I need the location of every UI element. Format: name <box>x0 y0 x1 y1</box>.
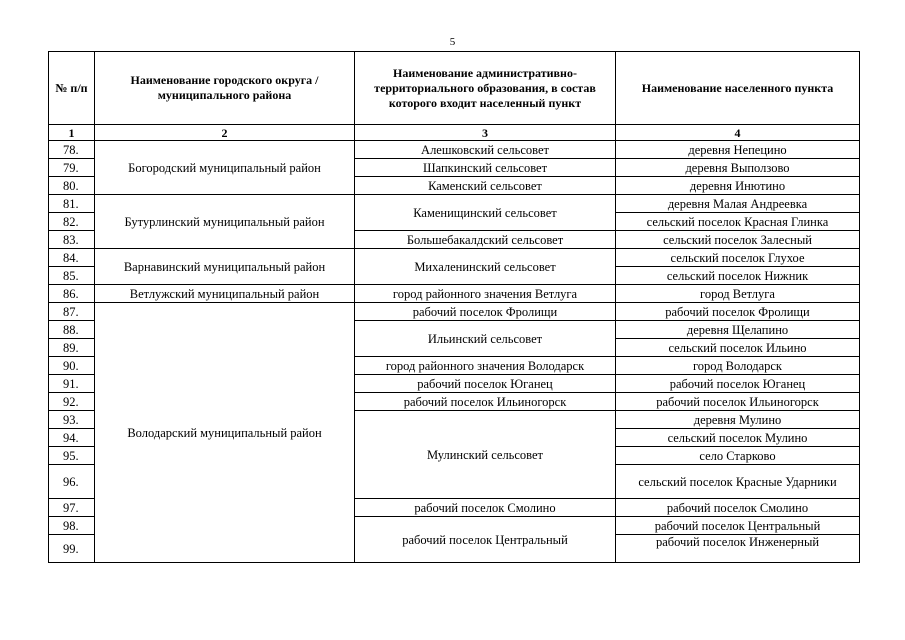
entity-cell: город районного значения Володарск <box>355 357 616 375</box>
row-number: 80. <box>49 177 95 195</box>
entity-cell: Большебакалдский сельсовет <box>355 231 616 249</box>
settlement-cell: сельский поселок Мулино <box>616 429 860 447</box>
district-cell: Варнавинский муниципальный район <box>95 249 355 285</box>
table-row <box>49 285 860 303</box>
row-number: 87. <box>49 303 95 321</box>
row-number: 95. <box>49 447 95 465</box>
entity-cell: Мулинский сельсовет <box>355 411 616 499</box>
entity-cell: рабочий поселок Центральный <box>355 517 616 563</box>
row-number: 81. <box>49 195 95 213</box>
row-number: 86. <box>49 285 95 303</box>
table-row <box>49 249 860 267</box>
settlement-cell: рабочий поселок Смолино <box>616 499 860 517</box>
column-number: 2 <box>95 125 355 141</box>
row-number: 78. <box>49 141 95 159</box>
row-number: 99. <box>49 535 95 563</box>
settlement-cell: деревня Непецино <box>616 141 860 159</box>
row-number: 89. <box>49 339 95 357</box>
settlement-cell: деревня Инютино <box>616 177 860 195</box>
row-number: 93. <box>49 411 95 429</box>
entity-cell: Алешковский сельсовет <box>355 141 616 159</box>
row-number: 79. <box>49 159 95 177</box>
row-number: 91. <box>49 375 95 393</box>
row-number: 92. <box>49 393 95 411</box>
row-number: 82. <box>49 213 95 231</box>
entity-cell: город районного значения Ветлуга <box>355 285 616 303</box>
header-entity: Наименование административно-территориального образования, в состав которого входит населенный пункт <box>355 52 616 125</box>
settlement-cell: сельский поселок Красная Глинка <box>616 213 860 231</box>
district-cell: Бутурлинский муниципальный район <box>95 195 355 249</box>
settlements-table <box>48 51 860 563</box>
settlement-cell: рабочий поселок Ильиногорск <box>616 393 860 411</box>
header-row <box>49 52 860 125</box>
header-number: № п/п <box>49 52 95 125</box>
district-cell: Ветлужский муниципальный район <box>95 285 355 303</box>
entity-cell: рабочий поселок Ильиногорск <box>355 393 616 411</box>
entity-cell: Каменский сельсовет <box>355 177 616 195</box>
settlement-cell: село Старково <box>616 447 860 465</box>
entity-cell: Шапкинский сельсовет <box>355 159 616 177</box>
entity-cell: Михаленинский сельсовет <box>355 249 616 285</box>
column-number-row <box>49 125 860 141</box>
row-number: 83. <box>49 231 95 249</box>
settlement-cell: рабочий поселок Инженерный <box>616 535 860 563</box>
settlement-cell: сельский поселок Красные Ударники <box>616 465 860 499</box>
column-number: 3 <box>355 125 616 141</box>
settlement-cell: рабочий поселок Фролищи <box>616 303 860 321</box>
row-number: 98. <box>49 517 95 535</box>
row-number: 85. <box>49 267 95 285</box>
entity-cell: рабочий поселок Юганец <box>355 375 616 393</box>
row-number: 90. <box>49 357 95 375</box>
table-row <box>49 195 860 213</box>
header-settlement: Наименование населенного пункта <box>616 52 860 125</box>
settlement-cell: деревня Мулино <box>616 411 860 429</box>
settlement-cell: деревня Щелапино <box>616 321 860 339</box>
entity-cell: Ильинский сельсовет <box>355 321 616 357</box>
settlement-cell: сельский поселок Глухое <box>616 249 860 267</box>
column-number: 1 <box>49 125 95 141</box>
settlement-cell: деревня Выползово <box>616 159 860 177</box>
row-number: 88. <box>49 321 95 339</box>
district-cell: Володарский муниципальный район <box>95 303 355 563</box>
district-cell: Богородский муниципальный район <box>95 141 355 195</box>
settlement-cell: город Володарск <box>616 357 860 375</box>
settlement-cell: сельский поселок Ильино <box>616 339 860 357</box>
row-number: 84. <box>49 249 95 267</box>
entity-cell: Каменищинский сельсовет <box>355 195 616 231</box>
settlement-cell: рабочий поселок Юганец <box>616 375 860 393</box>
entity-cell: рабочий поселок Смолино <box>355 499 616 517</box>
entity-cell: рабочий поселок Фролищи <box>355 303 616 321</box>
table-row <box>49 303 860 321</box>
settlement-cell: сельский поселок Залесный <box>616 231 860 249</box>
page-number: 5 <box>449 36 456 48</box>
settlement-cell: сельский поселок Нижник <box>616 267 860 285</box>
row-number: 94. <box>49 429 95 447</box>
row-number: 97. <box>49 499 95 517</box>
row-number: 96. <box>49 465 95 499</box>
settlement-cell: город Ветлуга <box>616 285 860 303</box>
settlement-cell: рабочий поселок Центральный <box>616 517 860 535</box>
table-row <box>49 141 860 159</box>
settlement-cell: деревня Малая Андреевка <box>616 195 860 213</box>
column-number: 4 <box>616 125 860 141</box>
header-district: Наименование городского округа / муниципального района <box>95 52 355 125</box>
